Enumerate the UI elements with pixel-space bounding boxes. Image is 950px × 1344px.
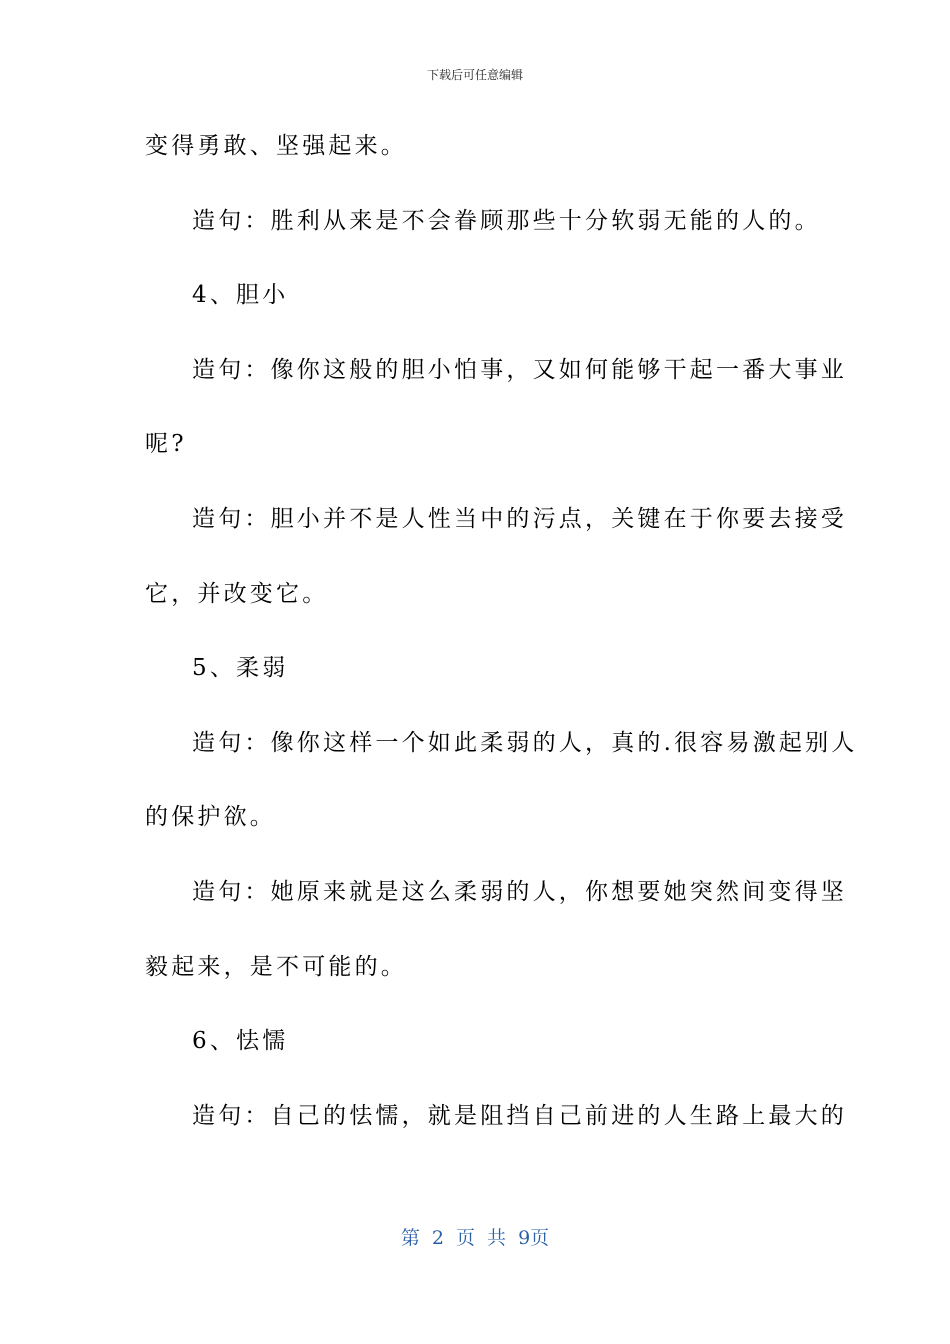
section-heading: 6、怯懦 <box>192 1028 289 1055</box>
paragraph-line: 的保护欲。 <box>145 804 276 831</box>
paragraph-line: 造句：自己的怯懦，就是阻挡自己前进的人生路上最大的 <box>192 1102 847 1129</box>
section-heading: 5、柔弱 <box>192 655 289 682</box>
paragraph-line: 造句：胆小并不是人性当中的污点，关键在于你要去接受 <box>192 505 847 532</box>
document-body <box>145 126 858 1170</box>
paragraph-line: 造句：像你这样一个如此柔弱的人，真的.很容易激起别人 <box>192 729 858 756</box>
paragraph-line: 毅起来，是不可能的。 <box>145 953 407 980</box>
paragraph-line: 变得勇敢、坚强起来。 <box>145 133 407 159</box>
paragraph-line: 造句：胜利从来是不会眷顾那些十分软弱无能的人的。 <box>192 207 821 234</box>
page-header-note: 下载后可任意编辑 <box>426 68 523 82</box>
paragraph-line: 呢? <box>145 431 187 458</box>
paragraph-line: 它，并改变它。 <box>145 580 329 607</box>
section-heading: 4、胆小 <box>192 282 289 309</box>
page-number-footer: 第 2 页 共 9页 <box>400 1227 550 1249</box>
paragraph-line: 造句：像你这般的胆小怕事，又如何能够干起一番大事业 <box>192 356 847 383</box>
paragraph-line: 造句：她原来就是这么柔弱的人，你想要她突然间变得坚 <box>192 878 847 905</box>
